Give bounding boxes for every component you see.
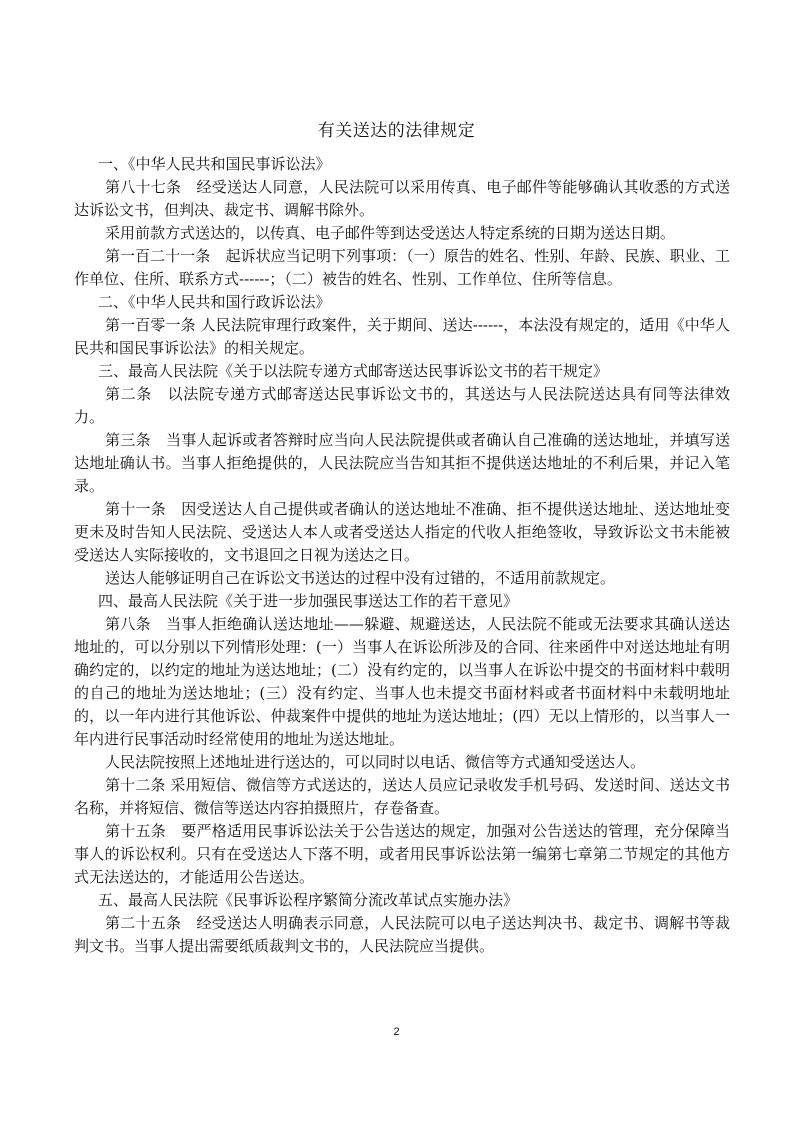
article-11-continuation: 送达人能够证明自己在诉讼文书送达的过程中没有过错的，不适用前款规定。 xyxy=(105,569,616,587)
article-15-paragraph: 第十五条 要严格适用民事诉讼法关于公告送达的规定，加强对公告送达的管理，充分保障当事人的诉讼权利。只有在受送达人下落不明，或者用民事诉讼法第一编第七章第二节规定的其他方式无法送达的，才能适用公告送达。 xyxy=(74,822,730,886)
article-8-paragraph: 第八条 当事人拒绝确认送达地址——躲避、规避送达，人民法院不能或无法要求其确认送达地址的，可以分别以下列情形处理：(一）当事人在诉讼所涉及的合同、往来函件中对送达地址有明确约定的，以约定的地址为送达地址；(二）没有约定的，以当事人在诉讼中提交的书面材料中载明的自己的地址为送达地址；(三）没有约定、当事人也未提交书面材料或者书面材料中未载明地址的，以一年内进行其他诉讼、仲裁案件中提供的地址为送达地址；(四）无以上情形的，以当事人一年内进行民事活动时经常使用的地址为送达地址。 xyxy=(74,615,730,748)
section-heading-1: 一、《中华人民共和国民事诉讼法》 xyxy=(98,155,331,173)
section-heading-2: 二、《中华人民共和国行政诉讼法》 xyxy=(98,293,331,311)
article-12-paragraph: 第十二条 采用短信、微信等方式送达的，送达人员应记录收发手机号码、发送时间、送达文书名称，并将短信、微信等送达内容拍摄照片，存卷备查。 xyxy=(74,776,730,817)
article-101-paragraph: 第一百零一条 人民法院审理行政案件，关于期间、送达------，本法没有规定的，适用《中华人民共和国民事诉讼法》的相关规定。 xyxy=(74,316,730,357)
document-title: 有关送达的法律规定 xyxy=(317,121,476,141)
article-2-paragraph: 第二条 以法院专递方式邮寄送达民事诉讼文书的，其送达与人民法院送达具有同等法律效力。 xyxy=(74,385,730,426)
page-number: 2 xyxy=(393,1026,400,1038)
article-11-paragraph: 第十一条 因受送达人自己提供或者确认的送达地址不准确、拒不提供送达地址、送达地址变更未及时告知人民法院、受送达人本人或者受送达人指定的代收人拒绝签收，导致诉讼文书未能被受送达人实际接收的，文书退回之日视为送达之日。 xyxy=(74,500,730,564)
article-3-paragraph: 第三条 当事人起诉或者答辩时应当向人民法院提供或者确认自己准确的送达地址，并填写送达地址确认书。当事人拒绝提供的，人民法院应当告知其拒不提供送达地址的不利后果，并记入笔录。 xyxy=(74,431,730,495)
article-121-paragraph: 第一百二十一条 起诉状应当记明下列事项：（一）原告的姓名、性别、年龄、民族、职业、工作单位、住所、联系方式------；（二）被告的姓名、性别、工作单位、住所等信息。 xyxy=(74,247,730,288)
section-heading-3: 三、最高人民法院《关于以法院专递方式邮寄送达民事诉讼文书的若干规定》 xyxy=(98,362,609,380)
section-heading-5: 五、最高人民法院《民事诉讼程序繁简分流改革试点实施办法》 xyxy=(98,891,519,909)
article-25-paragraph: 第二十五条 经受送达人明确表示同意，人民法院可以电子送达判决书、裁定书、调解书等裁判文书。当事人提出需要纸质裁判文书的，人民法院应当提供。 xyxy=(74,914,730,955)
document-body xyxy=(74,153,730,958)
article-8-continuation: 人民法院按照上述地址进行送达的，可以同时以电话、微信等方式通知受送达人。 xyxy=(105,753,646,771)
article-87-paragraph: 第八十七条 经受送达人同意，人民法院可以采用传真、电子邮件等能够确认其收悉的方式送达诉讼文书，但判决、裁定书、调解书除外。 xyxy=(74,178,730,219)
section-heading-4: 四、最高人民法院《关于进一步加强民事送达工作的若干意见》 xyxy=(98,592,519,610)
article-87-continuation: 采用前款方式送达的，以传真、电子邮件等到达受送达人特定系统的日期为送达日期。 xyxy=(105,224,676,242)
